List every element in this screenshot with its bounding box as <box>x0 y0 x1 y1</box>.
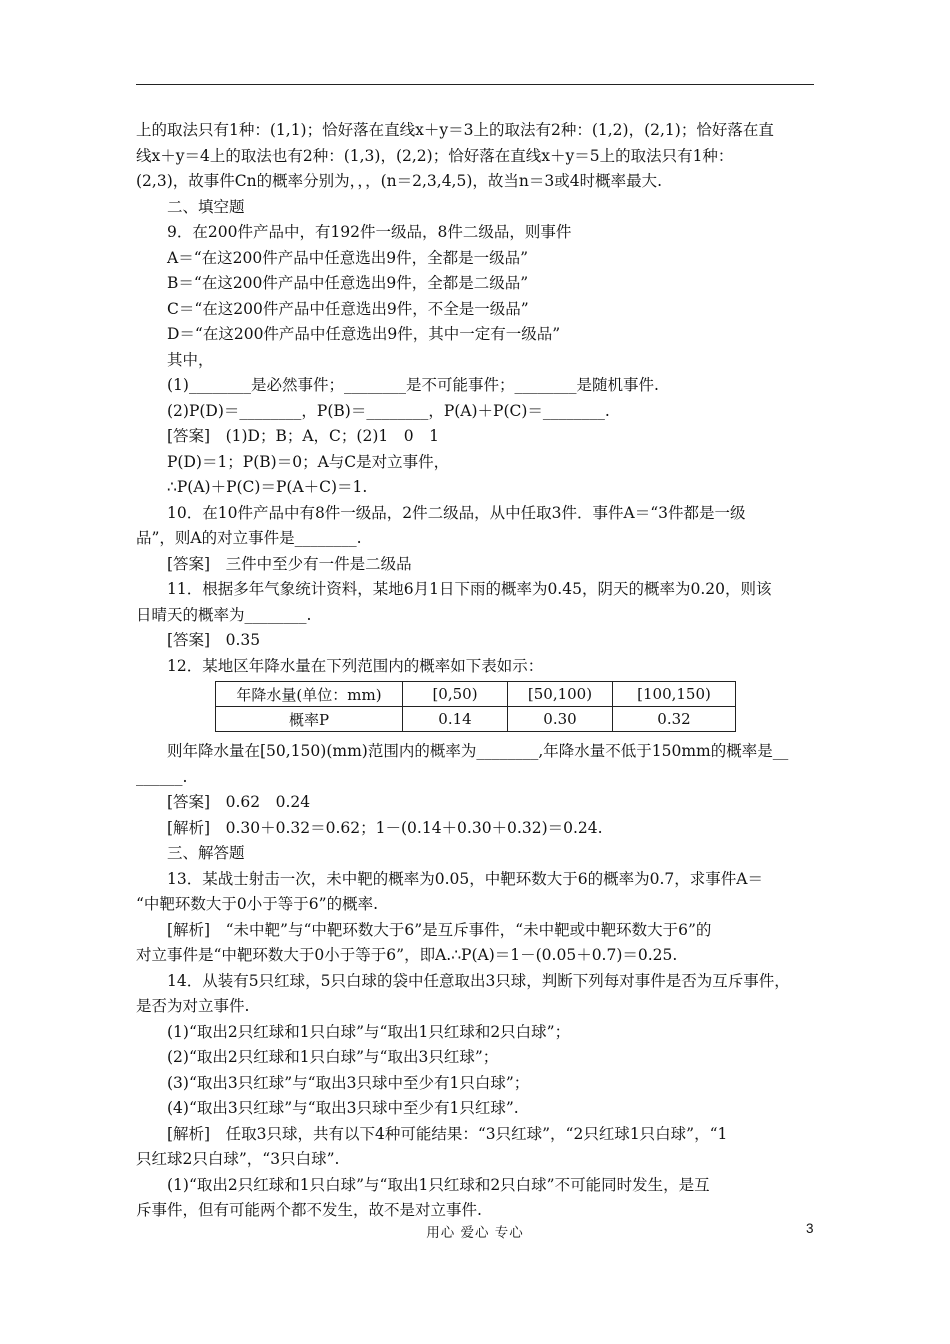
text-line: 是否为对立事件. <box>136 997 250 1015</box>
text-line: 日晴天的概率为________. <box>136 605 312 624</box>
text-line: (2)“取出2只红球和1只白球”与“取出3只红球”； <box>167 1048 499 1066</box>
section-heading: 二、填空题 <box>167 197 245 216</box>
text-line: (2)P(D)＝________，P(B)＝________，P(A)＋P(C)＝________. <box>167 401 610 420</box>
table-cell: [50,100) <box>508 682 613 707</box>
text-line: 则年降水量在[50,150)(mm)范围内的概率为________,年降水量不低于150mm的概率是__ <box>167 742 789 760</box>
text-line: (1)“取出2只红球和1只白球”与“取出1只红球和2只白球”不可能同时发生，是互 <box>167 1175 710 1194</box>
answer-line: [答案] 0.35 <box>167 631 261 649</box>
question-11: 11．根据多年气象统计资料，某地6月1日下雨的概率为0.45，阴天的概率为0.20，则该 <box>167 580 772 598</box>
text-line: (4)“取出3只红球”与“取出3只球中至少有1只红球”. <box>167 1099 519 1117</box>
text-line: “中靶环数大于0小于等于6”的概率. <box>136 895 378 913</box>
footer-text: 用心 爱心 专心 <box>426 1225 524 1241</box>
table-cell: 0.14 <box>403 707 508 732</box>
table-cell: 概率P <box>216 707 403 732</box>
table-cell: 年降水量(单位：mm) <box>216 682 403 707</box>
probability-table <box>215 681 736 732</box>
question-10: 10．在10件产品中有8件一级品，2件二级品，从中任取3件．事件A＝“3件都是一级 <box>167 503 746 522</box>
text-line: (2,3)，故事件Cn的概率分别为，，，(n＝2,3,4,5)，故当n＝3或4时概率最大. <box>136 172 663 190</box>
table-cell: 0.32 <box>613 707 736 732</box>
text-line: P(D)＝1；P(B)＝0；A与C是对立事件， <box>167 452 450 471</box>
answer-line: [答案] 0.62 0.24 <box>167 793 311 811</box>
text-line: 其中， <box>167 350 214 369</box>
table-cell: [100,150) <box>613 682 736 707</box>
analysis-line: [解析] “未中靶”与“中靶环数大于6”是互斥事件，“未中靶或中靶环数大于6”的 <box>167 920 712 939</box>
analysis-line: [解析] 0.30＋0.32＝0.62；1－(0.14＋0.30＋0.32)＝0.24. <box>167 818 603 837</box>
text-line: ______. <box>136 767 188 786</box>
text-line: B＝“在这200件产品中任意选出9件，全都是二级品” <box>167 274 529 292</box>
answer-line: [答案] 三件中至少有一件是二级品 <box>167 554 412 573</box>
table-cell: 0.30 <box>508 707 613 732</box>
table-row <box>216 707 736 732</box>
text-line: ∴P(A)＋P(C)＝P(A＋C)＝1. <box>167 478 368 496</box>
text-line: 线x＋y＝4上的取法也有2种：(1,3)，(2,2)；恰好落在直线x＋y＝5上的取法只有1种： <box>136 146 734 165</box>
text-line: 只红球2只白球”，“3只白球”. <box>136 1150 340 1168</box>
page-number: 3 <box>806 1221 814 1236</box>
question-13: 13．某战士射击一次，未中靶的概率为0.05，中靶环数大于6的概率为0.7，求事件A＝ <box>167 869 763 888</box>
text-line: 品”，则A的对立事件是________. <box>136 529 362 547</box>
text-line: (1)“取出2只红球和1只白球”与“取出1只红球和2只白球”； <box>167 1022 571 1041</box>
table-cell: [0,50) <box>403 682 508 707</box>
page-body <box>136 118 816 1224</box>
text-line: D＝“在这200件产品中任意选出9件，其中一定有一级品” <box>167 325 561 343</box>
analysis-line: [解析] 任取3只球，共有以下4种可能结果：“3只红球”，“2只红球1只白球”，“1 <box>167 1124 728 1143</box>
text-line: 上的取法只有1种：(1,1)；恰好落在直线x＋y＝3上的取法有2种：(1,2)，(2,1)；恰好落在直 <box>136 121 774 139</box>
text-line: (3)“取出3只红球”与“取出3只球中至少有1只白球”； <box>167 1073 530 1092</box>
question-9: 9．在200件产品中，有192件一级品，8件二级品，则事件 <box>167 223 572 241</box>
table-row <box>216 682 736 707</box>
text-line: A＝“在这200件产品中任意选出9件，全都是一级品” <box>167 248 528 267</box>
text-line: 对立事件是“中靶环数大于0小于等于6”，即A.∴P(A)＝1－(0.05＋0.7)＝0.25. <box>136 946 678 964</box>
text-line: 斥事件，但有可能两个都不发生，故不是对立事件. <box>136 1201 482 1219</box>
question-12: 12．某地区年降水量在下列范围内的概率如下表如示： <box>167 656 544 675</box>
text-line: (1)________是必然事件；________是不可能事件；________是随机事件. <box>167 376 659 394</box>
text-line: C＝“在这200件产品中任意选出9件，不全是一级品” <box>167 299 529 318</box>
section-heading: 三、解答题 <box>167 844 245 862</box>
header-rule <box>136 84 814 85</box>
table-container <box>136 679 816 739</box>
answer-line: [答案] (1)D；B；A，C；(2)1 0 1 <box>167 427 439 445</box>
question-14: 14．从装有5只红球，5只白球的袋中任意取出3只球，判断下列每对事件是否为互斥事件， <box>167 971 790 990</box>
